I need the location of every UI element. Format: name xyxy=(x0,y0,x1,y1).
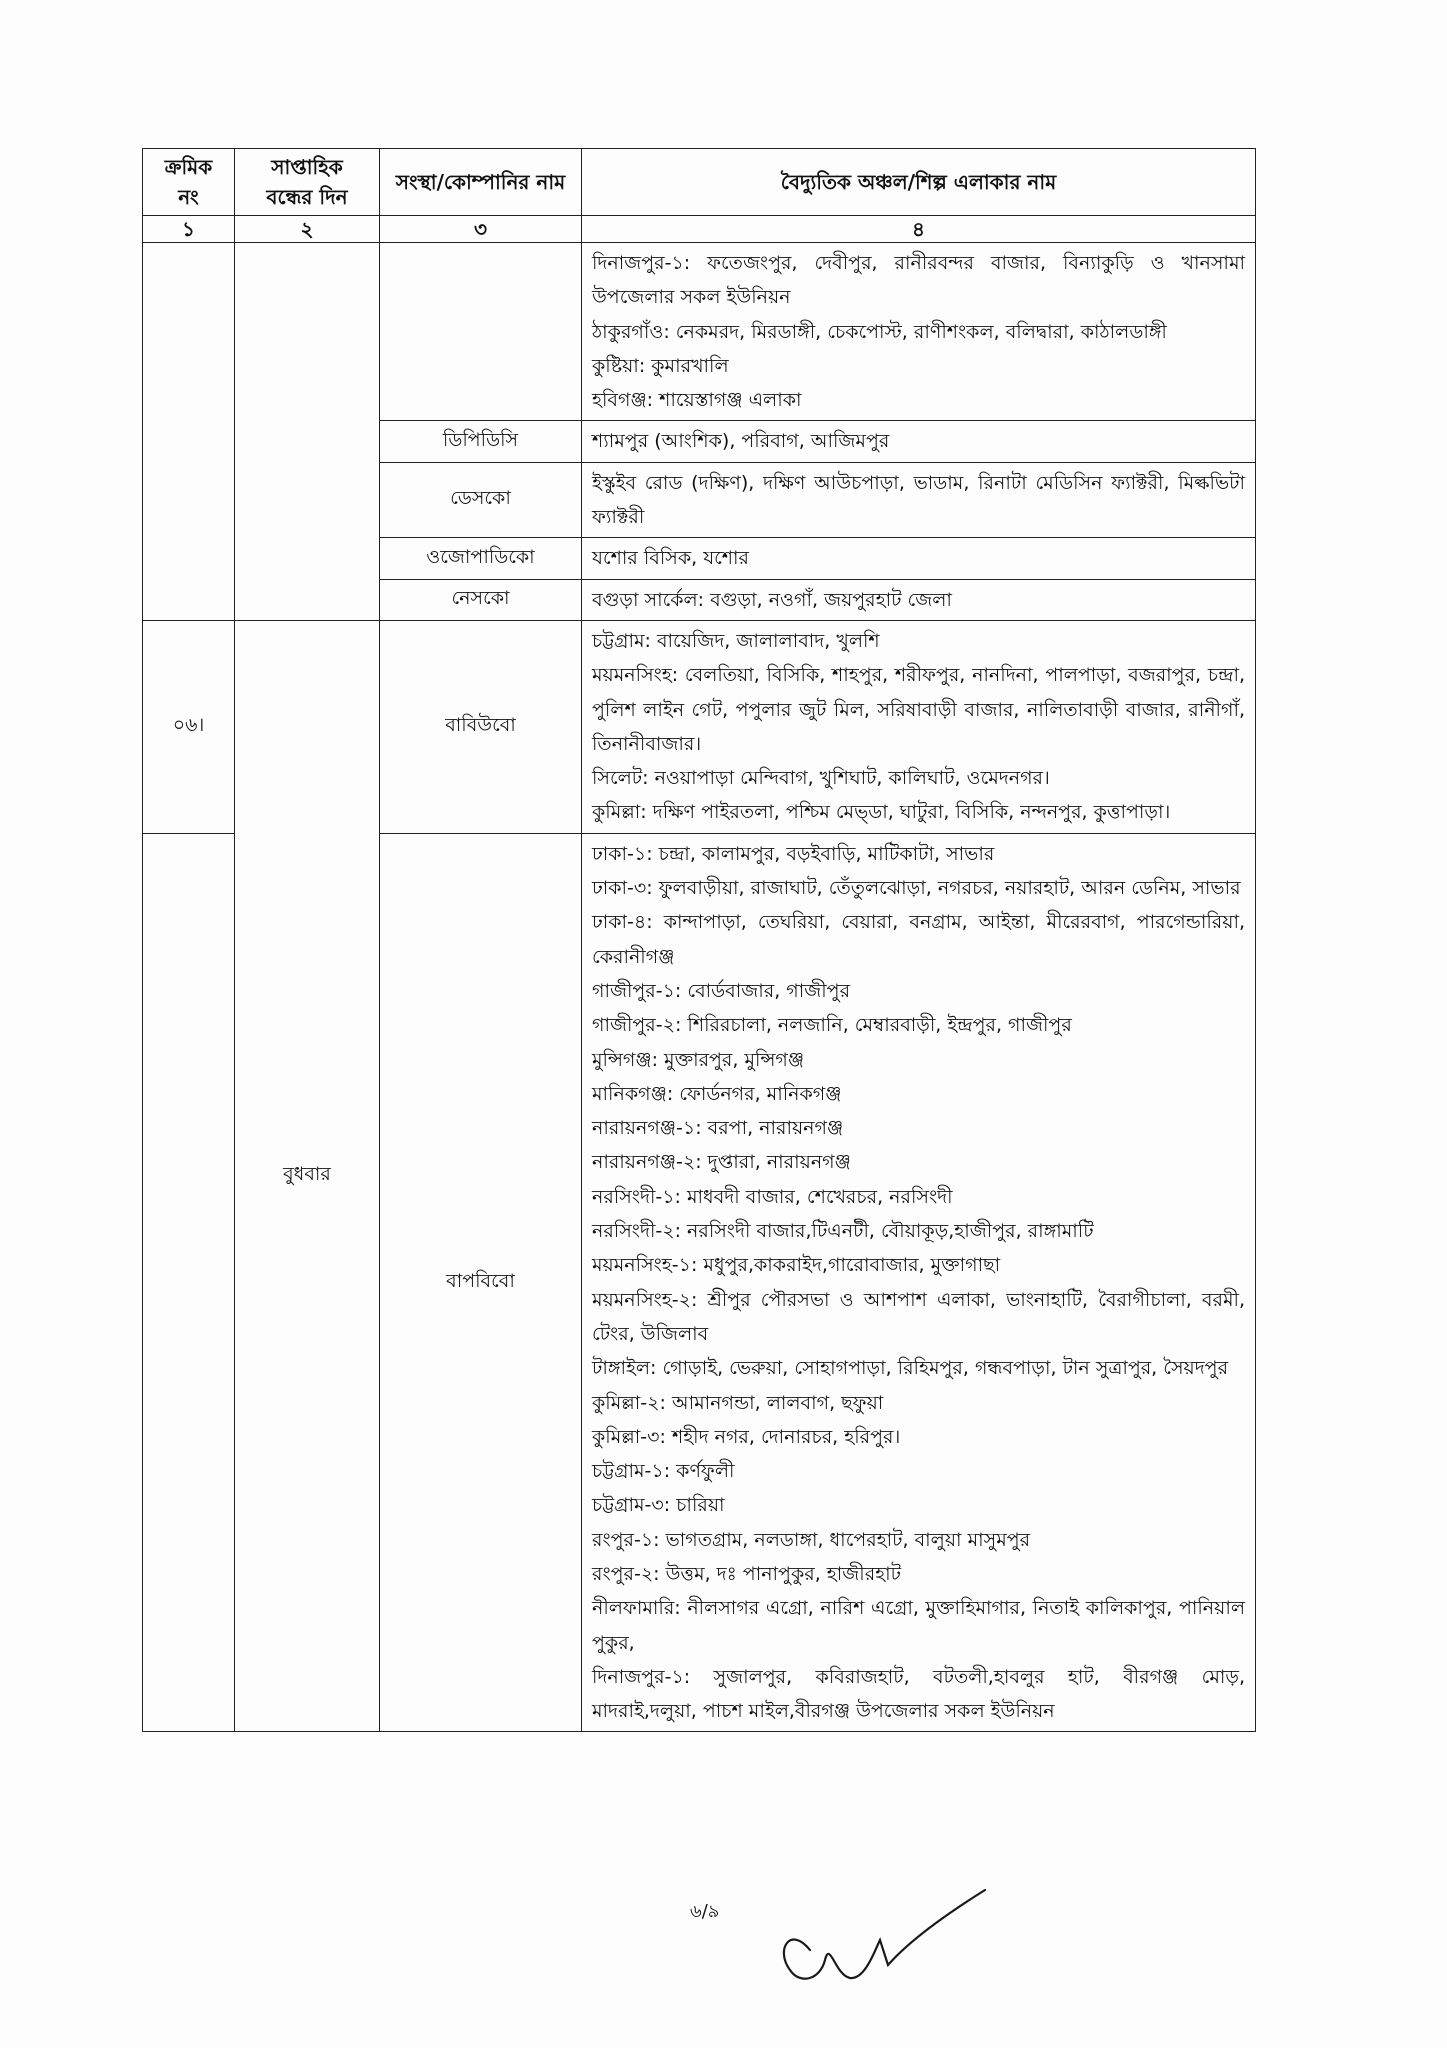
org-cell: বাবিউবো xyxy=(380,620,582,833)
area-line: চট্টগ্রাম-১: কর্ণফুলী xyxy=(592,1460,735,1483)
area-line: কুমিল্লা-২: আমানগন্ডা, লালবাগ, ছফুয়া xyxy=(592,1391,884,1414)
area-cell xyxy=(582,579,1256,620)
area-cell xyxy=(582,620,1256,833)
org-cell: নেসকো xyxy=(380,579,582,620)
area-line: হবিগঞ্জ: শায়েস্তাগঞ্জ এলাকা xyxy=(592,389,802,412)
area-line: রংপুর-১: ভাগতগ্রাম, নলডাঙ্গা, ধাপেরহাট, বালুয়া মাসুমপুর xyxy=(592,1528,1031,1551)
column-number: ১ xyxy=(143,216,235,243)
area-line: নরসিংদী-১: মাধবদী বাজার, শেখেরচর, নরসিংদী xyxy=(592,1185,953,1208)
area-line: নারায়নগঞ্জ-২: দুপ্তারা, নারায়নগঞ্জ xyxy=(592,1151,851,1174)
area-line: যশোর বিসিক, যশোর xyxy=(592,547,749,570)
area-line: ময়মনসিংহ: বেলতিয়া, বিসিকি, শাহপুর, শরীফপুর, নানদিনা, পালপাড়া, বজরাপুর, চন্দ্রা, পুলিশ লাইন গেট, পপুলার জুট মিল, সরিষাবাড়ী বাজার, নালিতাবাড়ী বাজার, রানীগাঁ, তিনানীবাজার। xyxy=(592,664,1245,755)
area-line: নারায়নগঞ্জ-১: বরপা, নারায়নগঞ্জ xyxy=(592,1117,844,1140)
org-cell xyxy=(380,243,582,421)
header-organization: সংস্থা/কোম্পানির নাম xyxy=(380,149,582,216)
org-cell: বাপবিবো xyxy=(380,833,582,1732)
area-line: ঢাকা-১: চন্দ্রা, কালামপুর, বড়ইবাড়ি, মাটিকাটা, সাভার xyxy=(592,842,995,865)
area-line: ঢাকা-৩: ফুলবাড়ীয়া, রাজাঘাট, তেঁতুলঝোড়া, নগরচর, নয়ারহাট, আরন ডেনিম, সাভার xyxy=(592,877,1241,900)
area-line: চট্টগ্রাম: বায়েজিদ, জালালাবাদ, খুলশি xyxy=(592,629,880,652)
area-line: দিনাজপুর-১: সুজালপুর, কবিরাজহাট, বটতলী,হাবলুর হাট, বীরগঞ্জ মোড়, মাদরাই,দলুয়া, পাচশ মাইল,বীরগঞ্জ উপজেলার সকল ইউনিয়ন xyxy=(592,1665,1245,1723)
table-header-row xyxy=(143,149,1256,216)
serial-cell: ০৬। xyxy=(143,620,235,833)
column-number-row xyxy=(143,216,1256,243)
area-line: ইস্কুইব রোড (দক্ষিণ), দক্ষিণ আউচপাড়া, ভাডাম, রিনাটা মেডিসিন ফ্যাক্টরী, মিল্কভিটা ফ্যাক্টরী xyxy=(592,471,1245,529)
area-line: কুষ্টিয়া: কুমারখালি xyxy=(592,354,729,377)
day-cell-empty xyxy=(235,243,380,621)
area-cell xyxy=(582,538,1256,579)
area-cell xyxy=(582,462,1256,538)
serial-cell-empty xyxy=(143,243,235,621)
area-line: মুন্সিগঞ্জ: মুক্তারপুর, মুন্সিগঞ্জ xyxy=(592,1048,805,1071)
header-serial: ক্রমিক নং xyxy=(143,149,235,216)
column-number: ৪ xyxy=(582,216,1256,243)
area-line: শ্যামপুর (আংশিক), পরিবাগ, আজিমপুর xyxy=(592,430,890,453)
area-line: দিনাজপুর-১: ফতেজংপুর, দেবীপুর, রানীরবন্দর বাজার, বিন্যাকুড়ি ও খানসামা উপজেলার সকল ইউনিয়ন xyxy=(592,252,1245,309)
area-line: সিলেট: নওয়াপাড়া মেন্দিবাগ, খুশিঘাট, কালিঘাট, ওমেদনগর। xyxy=(592,767,1050,790)
table-row xyxy=(143,243,1256,421)
weekly-off-day-cell: বুধবার xyxy=(235,620,380,1732)
handwritten-signature xyxy=(770,1880,990,1990)
area-line: কুমিল্লা-৩: শহীদ নগর, দোনারচর, হরিপুর। xyxy=(592,1425,901,1448)
area-line: টাঙ্গাইল: গোড়াই, ভেরুয়া, সোহাগপাড়া, রিহিমপুর, গন্ধবপাড়া, টান সুত্রাপুর, সৈয়দপুর xyxy=(592,1357,1229,1380)
header-area-names: বৈদ্যুতিক অঞ্চল/শিল্প এলাকার নাম xyxy=(582,149,1256,216)
column-number: ২ xyxy=(235,216,380,243)
area-line: ঢাকা-৪: কান্দাপাড়া, তেঘরিয়া, বেয়ারা, বনগ্রাম, আইন্তা, মীরেরবাগ, পারগেন্ডারিয়া, কেরানীগঞ্জ xyxy=(592,911,1245,968)
org-cell: ডেসকো xyxy=(380,462,582,538)
area-line: গাজীপুর-১: বোর্ডবাজার, গাজীপুর xyxy=(592,979,851,1002)
area-cell xyxy=(582,243,1256,421)
header-weekly-off-day: সাপ্তাহিক বন্ধের দিন xyxy=(235,149,380,216)
area-line: ময়মনসিংহ-১: মধুপুর,কাকরাইদ,গারোবাজার, মুক্তাগাছা xyxy=(592,1254,1001,1277)
area-line: গাজীপুর-২: শিরিরচালা, নলজানি, মেম্বারবাড়ী, ইন্দ্রপুর, গাজীপুর xyxy=(592,1014,1072,1037)
area-line: নরসিংদী-২: নরসিংদী বাজার,টিএনটী, বৌয়াকূড়,হাজীপুর, রাঙ্গামাটি xyxy=(592,1220,1094,1243)
org-cell: ওজোপাডিকো xyxy=(380,538,582,579)
area-line: নীলফামারি: নীলসাগর এগ্রো, নারিশ এগ্রো, মুক্তাহিমাগার, নিতাই কালিকাপুর, পানিয়াল পুকুর, xyxy=(592,1597,1245,1654)
area-line: ঠাকুরগাঁও: নেকমরদ, মিরডাঙ্গী, চেকপোস্ট, রাণীশংকল, বলিদ্বারা, কাঠালডাঙ্গী xyxy=(592,320,1167,343)
load-shedding-schedule-table xyxy=(142,148,1256,1732)
column-number: ৩ xyxy=(380,216,582,243)
area-line: বগুড়া সার্কেল: বগুড়া, নওগাঁ, জয়পুরহাট জেলা xyxy=(592,588,952,611)
area-cell xyxy=(582,421,1256,462)
org-cell: ডিপিডিসি xyxy=(380,421,582,462)
serial-cell-empty xyxy=(143,833,235,1732)
area-line: কুমিল্লা: দক্ষিণ পাইরতলা, পশ্চিম মেভ্ডা, ঘাটুরা, বিসিকি, নন্দনপুর, কুত্তাপাড়া। xyxy=(592,801,1171,824)
page-number: ৬/৯ xyxy=(690,1901,720,1922)
table-row xyxy=(143,620,1256,833)
area-cell xyxy=(582,833,1256,1732)
area-line: চট্টগ্রাম-৩: চারিয়া xyxy=(592,1494,725,1517)
area-line: রংপুর-২: উত্তম, দঃ পানাপুকুর, হাজীরহাট xyxy=(592,1562,901,1585)
area-line: ময়মনসিংহ-২: শ্রীপুর পৌরসভা ও আশপাশ এলাকা, ভাংনাহাটি, বৈরাগীচালা, বরমী, টেংর, উজিলাব xyxy=(592,1288,1245,1345)
area-line: মানিকগঞ্জ: ফোর্ডনগর, মানিকগঞ্জ xyxy=(592,1082,842,1105)
